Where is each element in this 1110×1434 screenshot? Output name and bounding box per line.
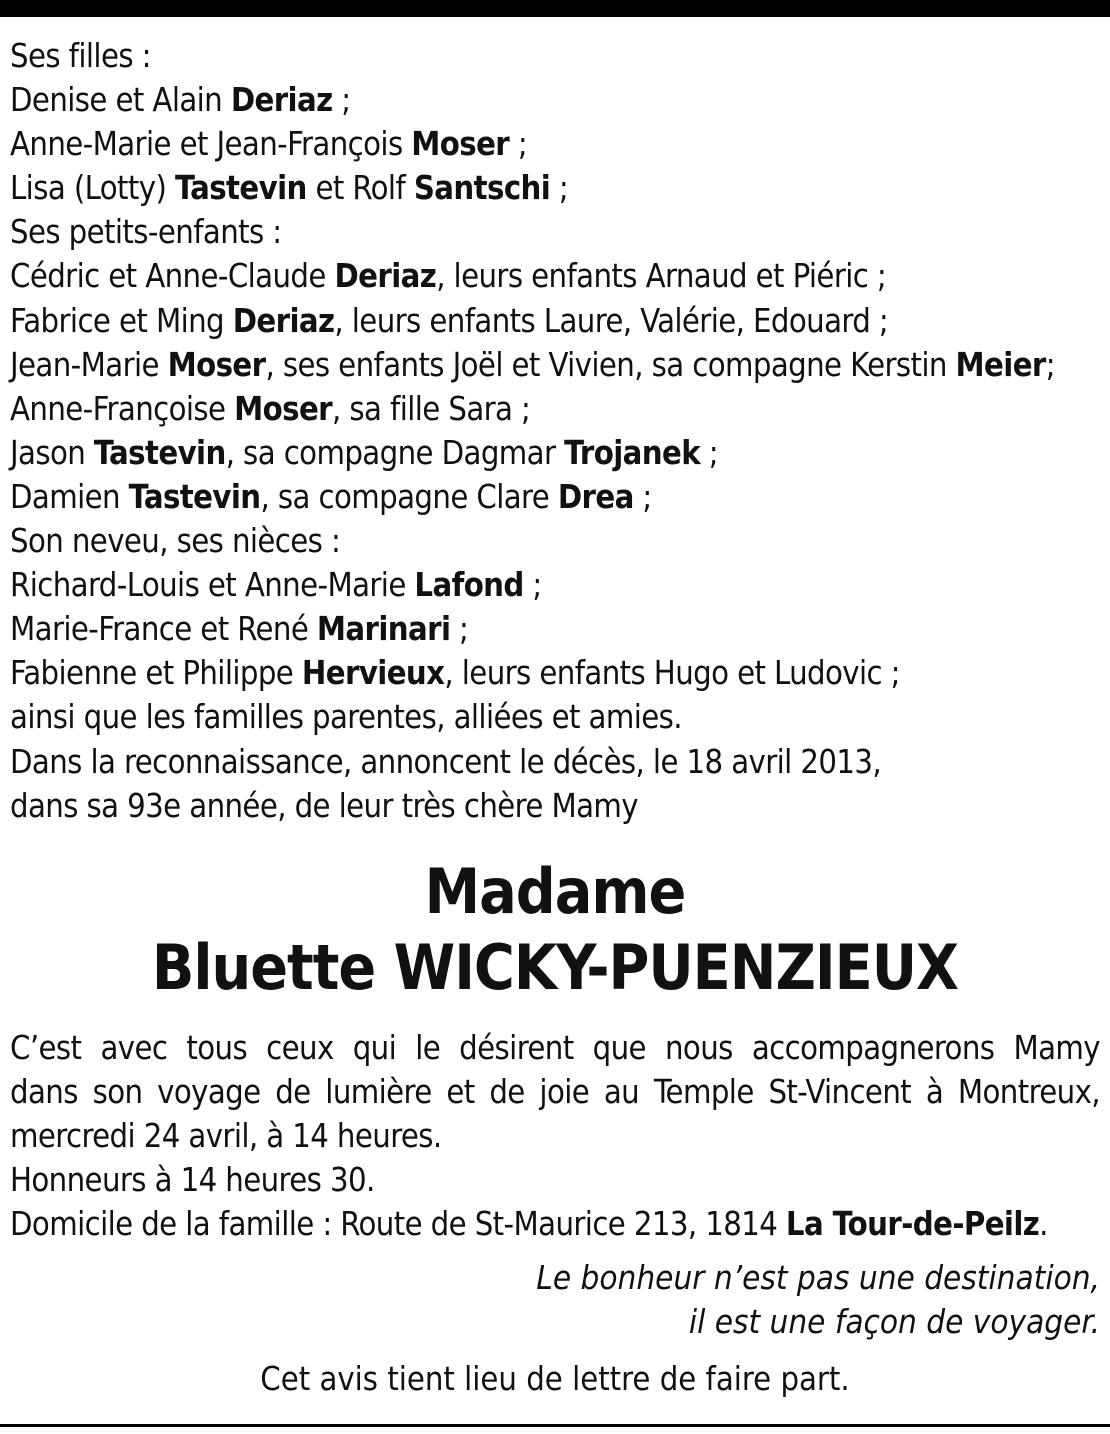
daughter-line: Denise et Alain Deriaz ;: [10, 81, 351, 120]
quote-line: il est une façon de voyager.: [688, 1302, 1100, 1342]
deceased-title: Madame: [424, 854, 686, 928]
nephew-line: Fabienne et Philippe Hervieux, leurs enfants Hugo et Ludovic ;: [10, 654, 900, 693]
grandchild-line: Jason Tastevin, sa compagne Dagmar Trojanek ;: [10, 433, 718, 472]
deceased-name-block: [0, 854, 1110, 1006]
announcement-line: dans sa 93e année, de leur très chère Mamy: [10, 786, 638, 825]
quote-line: Le bonheur n’est pas une destination,: [536, 1258, 1100, 1298]
announcement-line: Dans la reconnaissance, annoncent le décès, le 18 avril 2013,: [10, 742, 882, 781]
notice-line: Cet avis tient lieu de lettre de faire part.: [260, 1360, 850, 1399]
quote: [10, 1256, 1100, 1344]
nephews-heading: Son neveu, ses nièces :: [10, 522, 341, 561]
domicile-line: Domicile de la famille : Route de St-Maurice 213, 1814 La Tour-de-Peilz.: [10, 1205, 1048, 1244]
daughters-heading: Ses filles :: [10, 37, 151, 75]
grandchild-line: Anne-Françoise Moser, sa fille Sara ;: [10, 389, 531, 428]
nephew-line: Richard-Louis et Anne-Marie Lafond ;: [10, 566, 542, 605]
grandchildren-heading: Ses petits-enfants :: [10, 213, 282, 252]
daughter-line: Lisa (Lotty) Tastevin et Rolf Santschi ;: [10, 169, 569, 208]
deceased-name: Bluette WICKY-PUENZIEUX: [151, 930, 959, 1004]
grandchild-line: Jean-Marie Moser, ses enfants Joël et Vivien, sa compagne Kerstin Meier;: [10, 345, 1056, 384]
grandchild-line: Damien Tastevin, sa compagne Clare Drea ;: [10, 477, 652, 516]
obituary-notice: [10, 34, 1100, 1398]
relatives-line: ainsi que les familles parentes, alliées et amies.: [10, 698, 682, 737]
grandchild-line: Cédric et Anne-Claude Deriaz, leurs enfants Arnaud et Piéric ;: [10, 257, 887, 296]
top-rule: [0, 0, 1110, 17]
ceremony-line: mercredi 24 avril, à 14 heures.: [10, 1116, 442, 1155]
daughter-line: Anne-Marie et Jean-François Moser ;: [10, 125, 528, 164]
nephew-line: Marie-France et René Marinari ;: [10, 610, 469, 649]
honours-line: Honneurs à 14 heures 30.: [10, 1160, 375, 1199]
ceremony-line: C’est avec tous ceux qui le désirent que nous accompagnerons Mamy: [10, 1028, 1100, 1067]
ceremony-line: dans son voyage de lumière et de joie au Temple St-Vincent à Montreux,: [10, 1072, 1100, 1111]
grandchild-line: Fabrice et Ming Deriaz, leurs enfants Laure, Valérie, Edouard ;: [10, 301, 889, 340]
bottom-rule: [0, 1424, 1110, 1427]
ceremony-details: [10, 1026, 1100, 1246]
